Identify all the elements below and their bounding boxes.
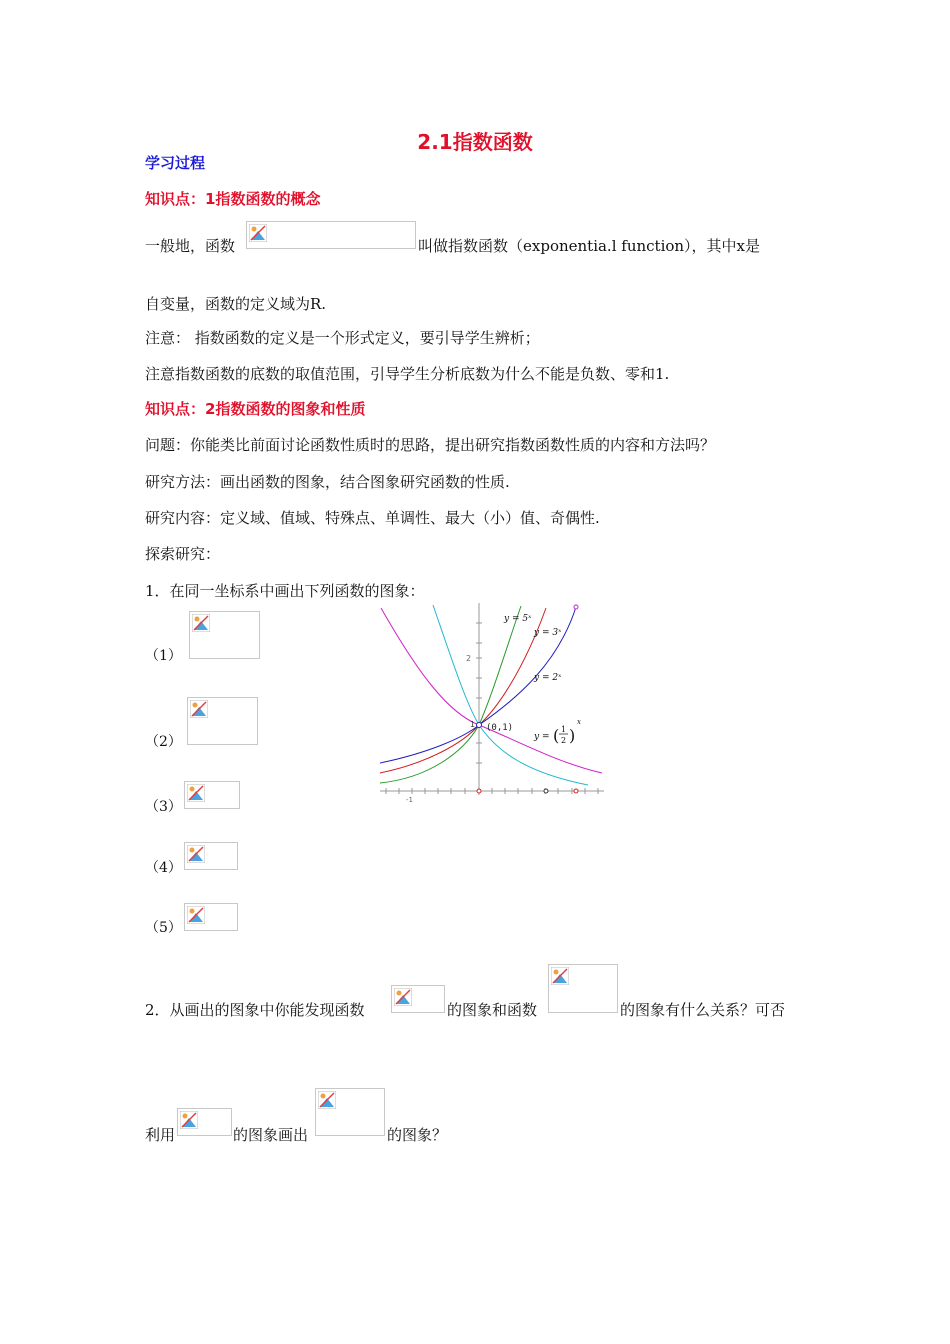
image-placeholder-icon xyxy=(187,845,205,863)
exponential-graph xyxy=(378,603,606,803)
label-y-half xyxy=(533,718,581,745)
label-y2: y = 2ˣ xyxy=(534,673,562,683)
page-title: 2.1指数函数 xyxy=(417,130,533,154)
image-placeholder-icon xyxy=(180,1111,198,1129)
kp2-heading: 知识点：2指数函数的图象和性质 xyxy=(145,400,366,418)
task2-text-f: 的图象？ xyxy=(387,1126,448,1144)
kp1-note1: 注意： 指数函数的定义是一个形式定义，要引导学生辨析； xyxy=(145,329,540,347)
label-y-half-paren-left: ( xyxy=(553,726,560,745)
x-axis-marker-2 xyxy=(544,789,548,793)
point-label: (0,1) xyxy=(486,723,514,733)
task2-text-d: 利用 xyxy=(145,1126,176,1144)
x-axis-marker-3 xyxy=(574,789,578,793)
kp1-heading: 知识点：1指数函数的概念 xyxy=(145,190,321,208)
function-image-2 xyxy=(187,697,258,745)
image-placeholder-icon xyxy=(249,224,267,242)
kp1-line2: 自变量，函数的定义域为R. xyxy=(145,295,327,313)
image-placeholder-icon xyxy=(318,1091,336,1109)
kp2-explore: 探索研究： xyxy=(145,545,221,563)
tick-label-y1: 1 xyxy=(470,720,476,729)
label-y-half-den: 2 xyxy=(561,736,567,745)
function-image-5 xyxy=(184,903,238,931)
item-label-2: （2） xyxy=(145,734,182,750)
label-y-half-prefix: y = xyxy=(534,732,550,742)
image-placeholder-icon xyxy=(551,967,569,985)
task2-text-a: 2．从画出的图象中你能发现函数 xyxy=(145,1001,365,1019)
label-y-half-num: 1 xyxy=(561,725,567,734)
curve-5x xyxy=(380,606,521,783)
kp2-question: 问题：你能类比前面讨论函数性质时的思路，提出研究指数函数性质的内容和方法吗？ xyxy=(145,436,716,454)
task2-text-c: 的图象有什么关系？可否 xyxy=(620,1001,786,1019)
label-y-half-paren-right: ) xyxy=(569,726,576,745)
task2-image-d xyxy=(315,1088,385,1136)
kp2-content: 研究内容：定义域、值域、特殊点、单调性、最大（小）值、奇偶性. xyxy=(145,509,600,527)
formula-image xyxy=(246,221,416,249)
task2-image-c xyxy=(177,1108,232,1136)
function-image-4 xyxy=(184,842,238,870)
image-placeholder-icon xyxy=(187,784,205,802)
item-label-3: （3） xyxy=(145,799,182,815)
x-axis-marker-1 xyxy=(477,789,481,793)
label-y3: y = 3ˣ xyxy=(534,628,562,638)
kp2-method: 研究方法：画出函数的图象，结合图象研究函数的性质. xyxy=(145,473,510,491)
label-y-half-exp: x xyxy=(577,718,581,726)
kp2-task1: 1．在同一坐标系中画出下列函数的图象： xyxy=(145,582,425,600)
item-label-1: （1） xyxy=(145,648,182,664)
tick-label-xm1: -1 xyxy=(406,796,413,803)
point-0-1-marker xyxy=(477,723,482,728)
function-image-1 xyxy=(189,611,260,659)
task2-image-a xyxy=(391,985,445,1013)
kp1-note2: 注意指数函数的底数的取值范围，引导学生分析底数为什么不能是负数、零和1. xyxy=(145,365,670,383)
curve-half-power xyxy=(433,605,588,785)
top-right-marker xyxy=(574,605,578,609)
kp1-line1-end: 叫做指数函数（exponentia.l function），其中x是 xyxy=(418,237,761,255)
task2-text-b: 的图象和函数 xyxy=(447,1001,538,1019)
item-label-4: （4） xyxy=(145,860,182,876)
function-image-3 xyxy=(184,781,240,809)
label-y5: y = 5ˣ xyxy=(504,614,532,624)
task2-text-e: 的图象画出 xyxy=(233,1126,309,1144)
section-heading: 学习过程 xyxy=(145,154,206,172)
curve-third-power xyxy=(381,608,602,773)
item-label-5: （5） xyxy=(145,920,182,936)
task2-image-b xyxy=(548,964,618,1013)
image-placeholder-icon xyxy=(187,906,205,924)
image-placeholder-icon xyxy=(190,700,208,718)
kp1-line1-start: 一般地，函数 xyxy=(145,237,236,255)
tick-label-y2: 2 xyxy=(466,654,472,663)
image-placeholder-icon xyxy=(394,988,412,1006)
image-placeholder-icon xyxy=(192,614,210,632)
